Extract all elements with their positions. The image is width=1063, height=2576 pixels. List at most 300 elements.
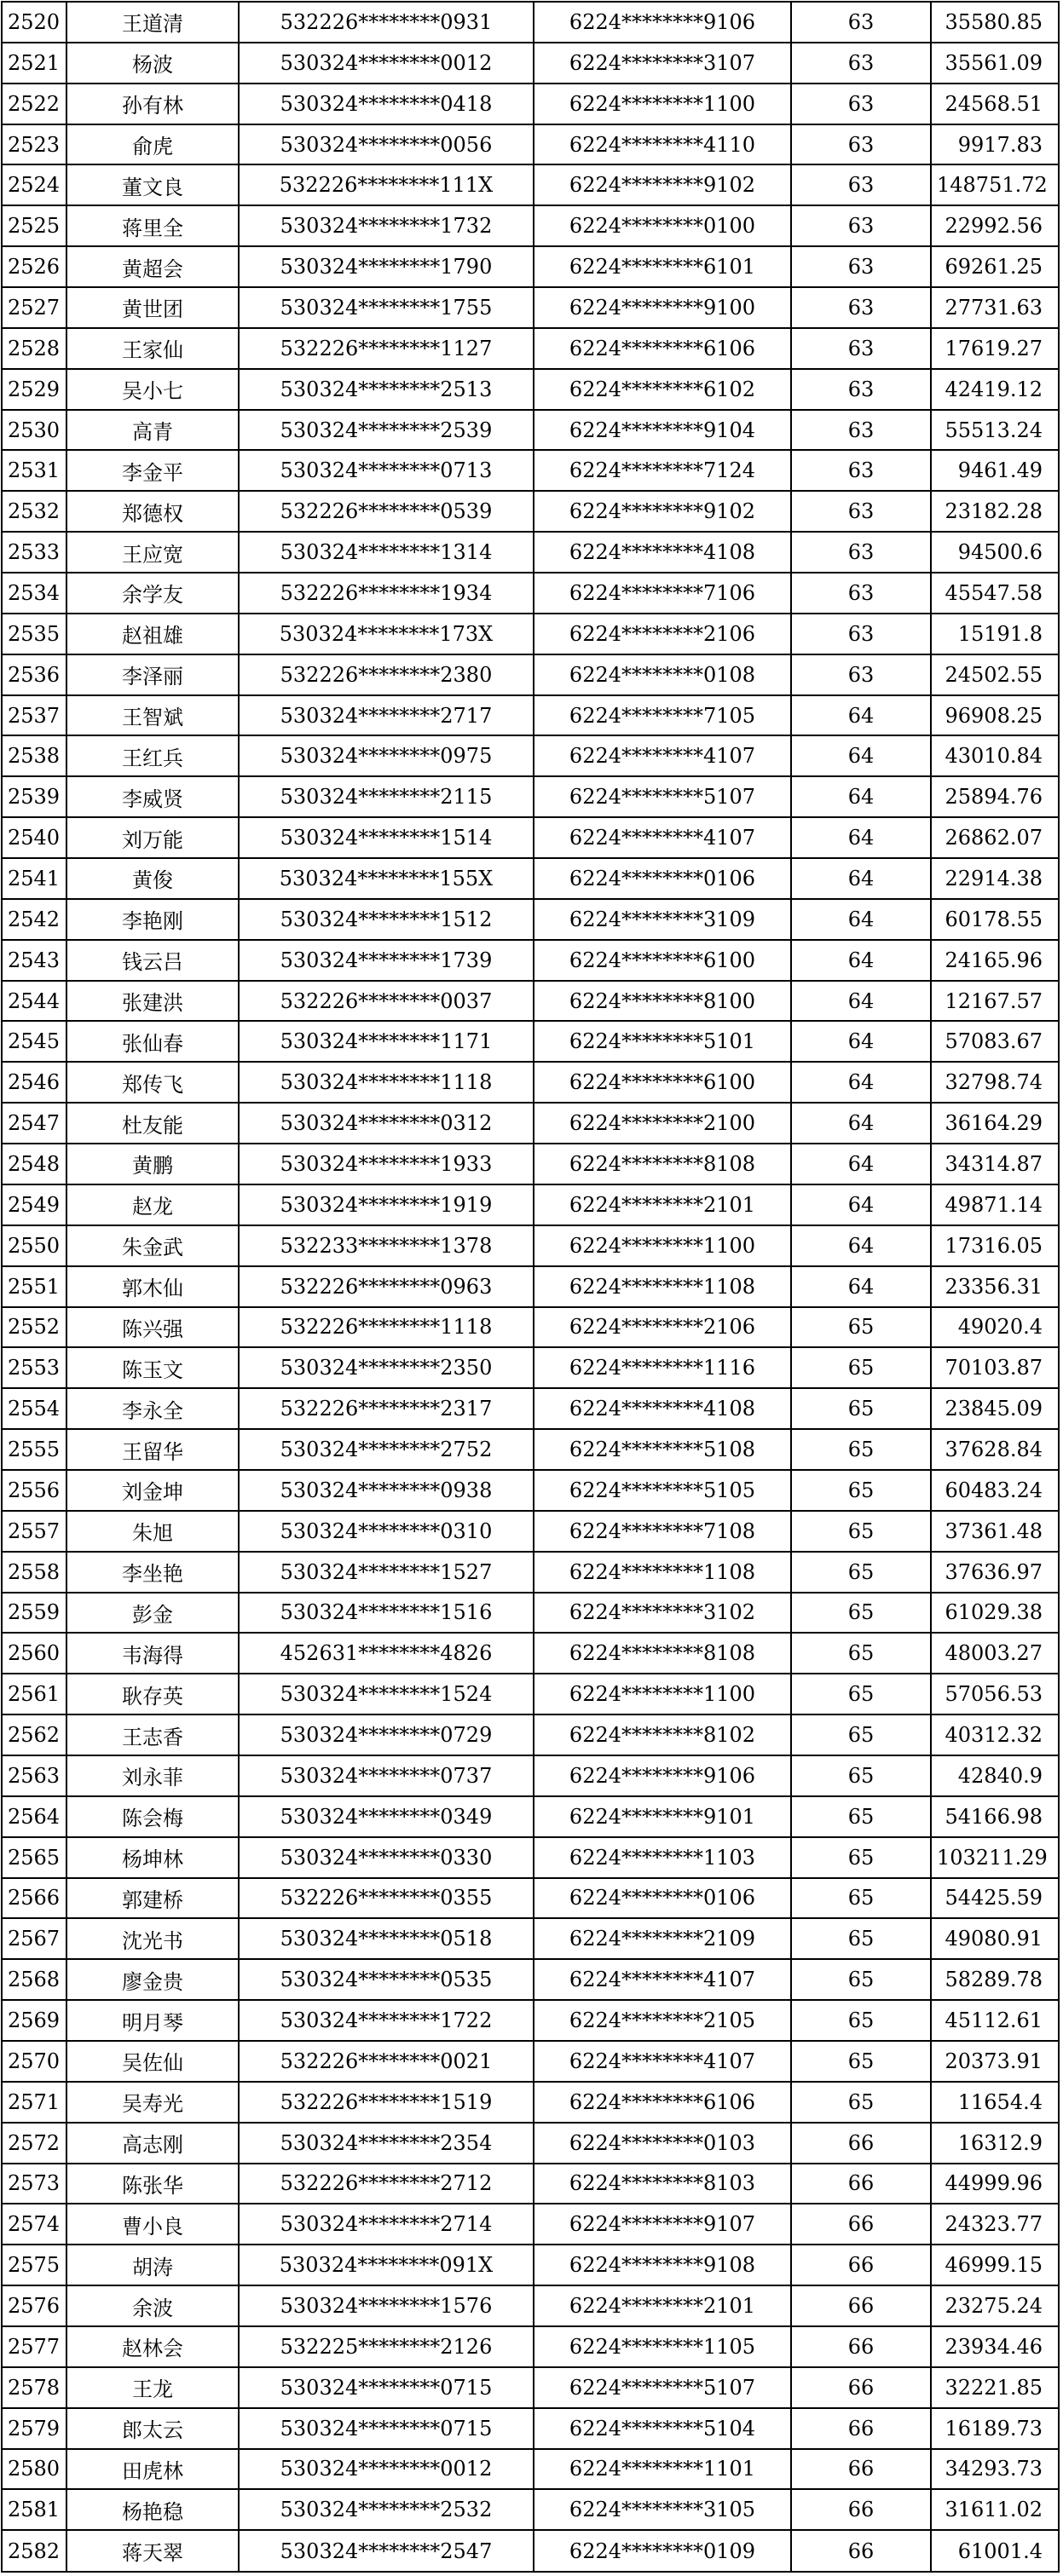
card-number-cell: 6224********2105 bbox=[534, 2000, 791, 2041]
amount-cell: 35580.85 bbox=[931, 2, 1059, 43]
table-row bbox=[2, 1511, 1059, 1552]
amount-cell: 45547.58 bbox=[931, 573, 1059, 614]
amount-cell: 20373.91 bbox=[931, 2041, 1059, 2082]
row-number-cell: 2536 bbox=[2, 654, 66, 695]
card-number-cell: 6224********5107 bbox=[534, 776, 791, 817]
row-number-cell: 2539 bbox=[2, 776, 66, 817]
card-number-cell: 6224********4107 bbox=[534, 735, 791, 776]
amount-cell: 34293.73 bbox=[931, 2449, 1059, 2490]
table-row bbox=[2, 2, 1059, 43]
age-cell: 63 bbox=[791, 369, 931, 410]
person-name-cell: 余学友 bbox=[66, 573, 239, 614]
row-number-cell: 2550 bbox=[2, 1225, 66, 1266]
table-row bbox=[2, 1552, 1059, 1593]
amount-cell: 40312.32 bbox=[931, 1714, 1059, 1755]
amount-cell: 61001.4 bbox=[931, 2530, 1059, 2572]
amount-cell: 27731.63 bbox=[931, 287, 1059, 328]
row-number-cell: 2541 bbox=[2, 858, 66, 899]
age-cell: 65 bbox=[791, 1552, 931, 1593]
id-number-cell: 530324********0056 bbox=[239, 124, 534, 165]
id-number-cell: 532226********0037 bbox=[239, 981, 534, 1022]
age-cell: 66 bbox=[791, 2204, 931, 2245]
age-cell: 63 bbox=[791, 573, 931, 614]
age-cell: 65 bbox=[791, 1878, 931, 1919]
row-number-cell: 2562 bbox=[2, 1714, 66, 1755]
row-number-cell: 2572 bbox=[2, 2123, 66, 2164]
card-number-cell: 6224********8100 bbox=[534, 981, 791, 1022]
row-number-cell: 2547 bbox=[2, 1103, 66, 1144]
age-cell: 65 bbox=[791, 2082, 931, 2123]
row-number-cell: 2553 bbox=[2, 1347, 66, 1388]
amount-cell: 22914.38 bbox=[931, 858, 1059, 899]
amount-cell: 17619.27 bbox=[931, 328, 1059, 369]
amount-cell: 31611.02 bbox=[931, 2489, 1059, 2530]
age-cell: 65 bbox=[791, 1307, 931, 1348]
person-name-cell: 吴佐仙 bbox=[66, 2041, 239, 2082]
person-name-cell: 李威贤 bbox=[66, 776, 239, 817]
id-number-cell: 530324********1524 bbox=[239, 1674, 534, 1714]
person-name-cell: 陈张华 bbox=[66, 2164, 239, 2204]
amount-cell: 48003.27 bbox=[931, 1633, 1059, 1674]
amount-cell: 15191.8 bbox=[931, 614, 1059, 654]
card-number-cell: 6224********4107 bbox=[534, 1959, 791, 2000]
table-row bbox=[2, 2326, 1059, 2367]
person-name-cell: 曹小良 bbox=[66, 2204, 239, 2245]
person-name-cell: 赵林会 bbox=[66, 2326, 239, 2367]
id-number-cell: 532226********0931 bbox=[239, 2, 534, 43]
table-row bbox=[2, 1633, 1059, 1674]
card-number-cell: 6224********0108 bbox=[534, 654, 791, 695]
card-number-cell: 6224********9104 bbox=[534, 410, 791, 451]
table-row bbox=[2, 858, 1059, 899]
table-row bbox=[2, 2449, 1059, 2490]
id-number-cell: 530324********2354 bbox=[239, 2123, 534, 2164]
amount-cell: 23182.28 bbox=[931, 491, 1059, 532]
amount-cell: 103211.29 bbox=[931, 1837, 1059, 1878]
person-name-cell: 杜友能 bbox=[66, 1103, 239, 1144]
id-number-cell: 532226********2380 bbox=[239, 654, 534, 695]
card-number-cell: 6224********1100 bbox=[534, 1674, 791, 1714]
age-cell: 64 bbox=[791, 1103, 931, 1144]
row-number-cell: 2532 bbox=[2, 491, 66, 532]
person-name-cell: 彭金 bbox=[66, 1593, 239, 1634]
table-row bbox=[2, 2041, 1059, 2082]
table-row bbox=[2, 491, 1059, 532]
table-row bbox=[2, 1878, 1059, 1919]
amount-cell: 36164.29 bbox=[931, 1103, 1059, 1144]
person-name-cell: 蒋天翠 bbox=[66, 2530, 239, 2572]
amount-cell: 57056.53 bbox=[931, 1674, 1059, 1714]
id-number-cell: 452631********4826 bbox=[239, 1633, 534, 1674]
row-number-cell: 2570 bbox=[2, 2041, 66, 2082]
person-name-cell: 高青 bbox=[66, 410, 239, 451]
id-number-cell: 532226********1118 bbox=[239, 1307, 534, 1348]
id-number-cell: 532226********2712 bbox=[239, 2164, 534, 2204]
card-number-cell: 6224********0100 bbox=[534, 205, 791, 246]
id-number-cell: 532226********2317 bbox=[239, 1388, 534, 1429]
person-name-cell: 黄世团 bbox=[66, 287, 239, 328]
table-row bbox=[2, 450, 1059, 491]
age-cell: 63 bbox=[791, 450, 931, 491]
person-name-cell: 张建洪 bbox=[66, 981, 239, 1022]
id-number-cell: 530324********0012 bbox=[239, 43, 534, 84]
card-number-cell: 6224********1116 bbox=[534, 1347, 791, 1388]
row-number-cell: 2526 bbox=[2, 246, 66, 287]
person-name-cell: 王道清 bbox=[66, 2, 239, 43]
amount-cell: 9461.49 bbox=[931, 450, 1059, 491]
person-name-cell: 陈兴强 bbox=[66, 1307, 239, 1348]
amount-cell: 57083.67 bbox=[931, 1021, 1059, 1062]
age-cell: 63 bbox=[791, 84, 931, 124]
card-number-cell: 6224********2109 bbox=[534, 1918, 791, 1959]
person-name-cell: 张仙春 bbox=[66, 1021, 239, 1062]
row-number-cell: 2554 bbox=[2, 1388, 66, 1429]
amount-cell: 49871.14 bbox=[931, 1184, 1059, 1225]
id-number-cell: 532226********1127 bbox=[239, 328, 534, 369]
amount-cell: 37361.48 bbox=[931, 1511, 1059, 1552]
age-cell: 66 bbox=[791, 2367, 931, 2408]
table-row bbox=[2, 1674, 1059, 1714]
table-row bbox=[2, 776, 1059, 817]
table-row bbox=[2, 654, 1059, 695]
person-name-cell: 董文良 bbox=[66, 164, 239, 205]
person-name-cell: 郭木仙 bbox=[66, 1266, 239, 1307]
row-number-cell: 2527 bbox=[2, 287, 66, 328]
amount-cell: 22992.56 bbox=[931, 205, 1059, 246]
id-number-cell: 530324********1576 bbox=[239, 2285, 534, 2326]
row-number-cell: 2546 bbox=[2, 1062, 66, 1103]
amount-cell: 17316.05 bbox=[931, 1225, 1059, 1266]
id-number-cell: 530324********0310 bbox=[239, 1511, 534, 1552]
table-row bbox=[2, 735, 1059, 776]
id-number-cell: 530324********0938 bbox=[239, 1470, 534, 1511]
age-cell: 65 bbox=[791, 1837, 931, 1878]
age-cell: 63 bbox=[791, 205, 931, 246]
table-row bbox=[2, 2367, 1059, 2408]
card-number-cell: 6224********0109 bbox=[534, 2530, 791, 2572]
id-number-cell: 530324********1755 bbox=[239, 287, 534, 328]
age-cell: 65 bbox=[791, 1918, 931, 1959]
row-number-cell: 2582 bbox=[2, 2530, 66, 2572]
amount-cell: 54166.98 bbox=[931, 1796, 1059, 1837]
id-number-cell: 530324********2513 bbox=[239, 369, 534, 410]
amount-cell: 37628.84 bbox=[931, 1429, 1059, 1470]
card-number-cell: 6224********7108 bbox=[534, 1511, 791, 1552]
person-name-cell: 王智斌 bbox=[66, 695, 239, 736]
amount-cell: 70103.87 bbox=[931, 1347, 1059, 1388]
card-number-cell: 6224********9107 bbox=[534, 2204, 791, 2245]
row-number-cell: 2571 bbox=[2, 2082, 66, 2123]
row-number-cell: 2556 bbox=[2, 1470, 66, 1511]
age-cell: 64 bbox=[791, 1184, 931, 1225]
id-number-cell: 530324********1514 bbox=[239, 817, 534, 858]
id-number-cell: 532233********1378 bbox=[239, 1225, 534, 1266]
row-number-cell: 2531 bbox=[2, 450, 66, 491]
card-number-cell: 6224********2101 bbox=[534, 1184, 791, 1225]
id-number-cell: 530324********2717 bbox=[239, 695, 534, 736]
amount-cell: 11654.4 bbox=[931, 2082, 1059, 2123]
row-number-cell: 2525 bbox=[2, 205, 66, 246]
card-number-cell: 6224********1105 bbox=[534, 2326, 791, 2367]
age-cell: 64 bbox=[791, 1021, 931, 1062]
amount-cell: 96908.25 bbox=[931, 695, 1059, 736]
id-number-cell: 530324********1314 bbox=[239, 532, 534, 573]
table-row bbox=[2, 1103, 1059, 1144]
person-name-cell: 李金平 bbox=[66, 450, 239, 491]
id-number-cell: 530324********1512 bbox=[239, 899, 534, 940]
table-row bbox=[2, 940, 1059, 981]
card-number-cell: 6224********1100 bbox=[534, 84, 791, 124]
row-number-cell: 2538 bbox=[2, 735, 66, 776]
age-cell: 65 bbox=[791, 1429, 931, 1470]
row-number-cell: 2567 bbox=[2, 1918, 66, 1959]
table-row bbox=[2, 2408, 1059, 2449]
amount-cell: 32221.85 bbox=[931, 2367, 1059, 2408]
row-number-cell: 2523 bbox=[2, 124, 66, 165]
table-row bbox=[2, 1755, 1059, 1796]
age-cell: 63 bbox=[791, 2, 931, 43]
table-row bbox=[2, 1918, 1059, 1959]
card-number-cell: 6224********5105 bbox=[534, 1470, 791, 1511]
age-cell: 63 bbox=[791, 287, 931, 328]
card-number-cell: 6224********7105 bbox=[534, 695, 791, 736]
person-name-cell: 刘金坤 bbox=[66, 1470, 239, 1511]
amount-cell: 54425.59 bbox=[931, 1878, 1059, 1919]
amount-cell: 60178.55 bbox=[931, 899, 1059, 940]
table-row bbox=[2, 2123, 1059, 2164]
table-row bbox=[2, 614, 1059, 654]
card-number-cell: 6224********4110 bbox=[534, 124, 791, 165]
table-row bbox=[2, 369, 1059, 410]
age-cell: 64 bbox=[791, 858, 931, 899]
row-number-cell: 2545 bbox=[2, 1021, 66, 1062]
id-number-cell: 530324********1118 bbox=[239, 1062, 534, 1103]
row-number-cell: 2575 bbox=[2, 2245, 66, 2285]
card-number-cell: 6224********6100 bbox=[534, 1062, 791, 1103]
age-cell: 64 bbox=[791, 1062, 931, 1103]
amount-cell: 148751.72 bbox=[931, 164, 1059, 205]
person-name-cell: 赵龙 bbox=[66, 1184, 239, 1225]
table-row bbox=[2, 817, 1059, 858]
age-cell: 63 bbox=[791, 614, 931, 654]
amount-cell: 37636.97 bbox=[931, 1552, 1059, 1593]
age-cell: 65 bbox=[791, 1959, 931, 2000]
age-cell: 63 bbox=[791, 410, 931, 451]
card-number-cell: 6224********7106 bbox=[534, 573, 791, 614]
card-number-cell: 6224********3102 bbox=[534, 1593, 791, 1634]
person-name-cell: 黄超会 bbox=[66, 246, 239, 287]
table-row bbox=[2, 1307, 1059, 1348]
age-cell: 64 bbox=[791, 1225, 931, 1266]
age-cell: 66 bbox=[791, 2245, 931, 2285]
row-number-cell: 2542 bbox=[2, 899, 66, 940]
row-number-cell: 2568 bbox=[2, 1959, 66, 2000]
age-cell: 65 bbox=[791, 1470, 931, 1511]
person-name-cell: 朱旭 bbox=[66, 1511, 239, 1552]
table-row bbox=[2, 695, 1059, 736]
id-number-cell: 530324********0330 bbox=[239, 1837, 534, 1878]
row-number-cell: 2551 bbox=[2, 1266, 66, 1307]
row-number-cell: 2576 bbox=[2, 2285, 66, 2326]
card-number-cell: 6224********9106 bbox=[534, 1755, 791, 1796]
amount-cell: 45112.61 bbox=[931, 2000, 1059, 2041]
id-number-cell: 530324********2115 bbox=[239, 776, 534, 817]
age-cell: 65 bbox=[791, 2041, 931, 2082]
id-number-cell: 530324********0418 bbox=[239, 84, 534, 124]
age-cell: 64 bbox=[791, 981, 931, 1022]
table-row bbox=[2, 1837, 1059, 1878]
row-number-cell: 2529 bbox=[2, 369, 66, 410]
row-number-cell: 2577 bbox=[2, 2326, 66, 2367]
person-name-cell: 孙有林 bbox=[66, 84, 239, 124]
id-number-cell: 530324********0349 bbox=[239, 1796, 534, 1837]
card-number-cell: 6224********9108 bbox=[534, 2245, 791, 2285]
amount-cell: 12167.57 bbox=[931, 981, 1059, 1022]
age-cell: 63 bbox=[791, 124, 931, 165]
id-number-cell: 532226********111X bbox=[239, 164, 534, 205]
row-number-cell: 2520 bbox=[2, 2, 66, 43]
table-row bbox=[2, 1184, 1059, 1225]
person-name-cell: 黄鹏 bbox=[66, 1144, 239, 1184]
card-number-cell: 6224********2106 bbox=[534, 614, 791, 654]
amount-cell: 60483.24 bbox=[931, 1470, 1059, 1511]
card-number-cell: 6224********5101 bbox=[534, 1021, 791, 1062]
amount-cell: 32798.74 bbox=[931, 1062, 1059, 1103]
row-number-cell: 2521 bbox=[2, 43, 66, 84]
card-number-cell: 6224********8103 bbox=[534, 2164, 791, 2204]
card-number-cell: 6224********9101 bbox=[534, 1796, 791, 1837]
row-number-cell: 2581 bbox=[2, 2489, 66, 2530]
amount-cell: 42419.12 bbox=[931, 369, 1059, 410]
table-row bbox=[2, 1225, 1059, 1266]
age-cell: 65 bbox=[791, 1347, 931, 1388]
age-cell: 66 bbox=[791, 2530, 931, 2572]
card-number-cell: 6224********1108 bbox=[534, 1552, 791, 1593]
id-number-cell: 532226********0539 bbox=[239, 491, 534, 532]
person-name-cell: 王应宽 bbox=[66, 532, 239, 573]
person-name-cell: 黄俊 bbox=[66, 858, 239, 899]
card-number-cell: 6224********8102 bbox=[534, 1714, 791, 1755]
person-name-cell: 蒋里全 bbox=[66, 205, 239, 246]
amount-cell: 46999.15 bbox=[931, 2245, 1059, 2285]
row-number-cell: 2555 bbox=[2, 1429, 66, 1470]
age-cell: 64 bbox=[791, 695, 931, 736]
amount-cell: 35561.09 bbox=[931, 43, 1059, 84]
amount-cell: 34314.87 bbox=[931, 1144, 1059, 1184]
row-number-cell: 2552 bbox=[2, 1307, 66, 1348]
amount-cell: 24502.55 bbox=[931, 654, 1059, 695]
table-row bbox=[2, 1470, 1059, 1511]
amount-cell: 24323.77 bbox=[931, 2204, 1059, 2245]
amount-cell: 69261.25 bbox=[931, 246, 1059, 287]
table-row bbox=[2, 2489, 1059, 2530]
row-number-cell: 2540 bbox=[2, 817, 66, 858]
age-cell: 64 bbox=[791, 817, 931, 858]
person-name-cell: 杨艳稳 bbox=[66, 2489, 239, 2530]
person-name-cell: 刘万能 bbox=[66, 817, 239, 858]
id-number-cell: 530324********1919 bbox=[239, 1184, 534, 1225]
id-number-cell: 530324********2539 bbox=[239, 410, 534, 451]
card-number-cell: 6224********9102 bbox=[534, 164, 791, 205]
person-name-cell: 耿存英 bbox=[66, 1674, 239, 1714]
age-cell: 65 bbox=[791, 1714, 931, 1755]
person-name-cell: 胡涛 bbox=[66, 2245, 239, 2285]
row-number-cell: 2557 bbox=[2, 1511, 66, 1552]
table-row bbox=[2, 532, 1059, 573]
amount-cell: 49020.4 bbox=[931, 1307, 1059, 1348]
person-name-cell: 韦海得 bbox=[66, 1633, 239, 1674]
card-number-cell: 6224********0106 bbox=[534, 1878, 791, 1919]
id-number-cell: 532225********2126 bbox=[239, 2326, 534, 2367]
card-number-cell: 6224********5108 bbox=[534, 1429, 791, 1470]
amount-cell: 43010.84 bbox=[931, 735, 1059, 776]
card-number-cell: 6224********7124 bbox=[534, 450, 791, 491]
id-number-cell: 532226********1519 bbox=[239, 2082, 534, 2123]
row-number-cell: 2566 bbox=[2, 1878, 66, 1919]
amount-cell: 24165.96 bbox=[931, 940, 1059, 981]
table-row bbox=[2, 246, 1059, 287]
id-number-cell: 530324********0715 bbox=[239, 2367, 534, 2408]
id-number-cell: 530324********2532 bbox=[239, 2489, 534, 2530]
age-cell: 63 bbox=[791, 164, 931, 205]
age-cell: 64 bbox=[791, 776, 931, 817]
id-number-cell: 530324********091X bbox=[239, 2245, 534, 2285]
row-number-cell: 2559 bbox=[2, 1593, 66, 1634]
person-name-cell: 钱云吕 bbox=[66, 940, 239, 981]
card-number-cell: 6224********2106 bbox=[534, 1307, 791, 1348]
table-row bbox=[2, 2082, 1059, 2123]
card-number-cell: 6224********6106 bbox=[534, 328, 791, 369]
id-number-cell: 530324********0713 bbox=[239, 450, 534, 491]
card-number-cell: 6224********5104 bbox=[534, 2408, 791, 2449]
card-number-cell: 6224********3105 bbox=[534, 2489, 791, 2530]
table-row bbox=[2, 1429, 1059, 1470]
amount-cell: 23845.09 bbox=[931, 1388, 1059, 1429]
id-number-cell: 532226********0963 bbox=[239, 1266, 534, 1307]
age-cell: 65 bbox=[791, 1511, 931, 1552]
age-cell: 63 bbox=[791, 491, 931, 532]
id-number-cell: 530324********0312 bbox=[239, 1103, 534, 1144]
card-number-cell: 6224********2100 bbox=[534, 1103, 791, 1144]
table-row bbox=[2, 2204, 1059, 2245]
age-cell: 65 bbox=[791, 1796, 931, 1837]
table-row bbox=[2, 573, 1059, 614]
amount-cell: 44999.96 bbox=[931, 2164, 1059, 2204]
age-cell: 65 bbox=[791, 1755, 931, 1796]
person-name-cell: 高志刚 bbox=[66, 2123, 239, 2164]
row-number-cell: 2561 bbox=[2, 1674, 66, 1714]
amount-cell: 42840.9 bbox=[931, 1755, 1059, 1796]
card-number-cell: 6224********1108 bbox=[534, 1266, 791, 1307]
person-name-cell: 王龙 bbox=[66, 2367, 239, 2408]
card-number-cell: 6224********6101 bbox=[534, 246, 791, 287]
table-row bbox=[2, 1021, 1059, 1062]
id-number-cell: 532226********1934 bbox=[239, 573, 534, 614]
person-name-cell: 吴小七 bbox=[66, 369, 239, 410]
person-name-cell: 杨坤林 bbox=[66, 1837, 239, 1878]
id-number-cell: 530324********0729 bbox=[239, 1714, 534, 1755]
amount-cell: 24568.51 bbox=[931, 84, 1059, 124]
id-number-cell: 530324********1933 bbox=[239, 1144, 534, 1184]
row-number-cell: 2549 bbox=[2, 1184, 66, 1225]
table-row bbox=[2, 2245, 1059, 2285]
id-number-cell: 530324********0715 bbox=[239, 2408, 534, 2449]
id-number-cell: 530324********2714 bbox=[239, 2204, 534, 2245]
row-number-cell: 2524 bbox=[2, 164, 66, 205]
person-name-cell: 陈玉文 bbox=[66, 1347, 239, 1388]
amount-cell: 94500.6 bbox=[931, 532, 1059, 573]
card-number-cell: 6224********4108 bbox=[534, 1388, 791, 1429]
